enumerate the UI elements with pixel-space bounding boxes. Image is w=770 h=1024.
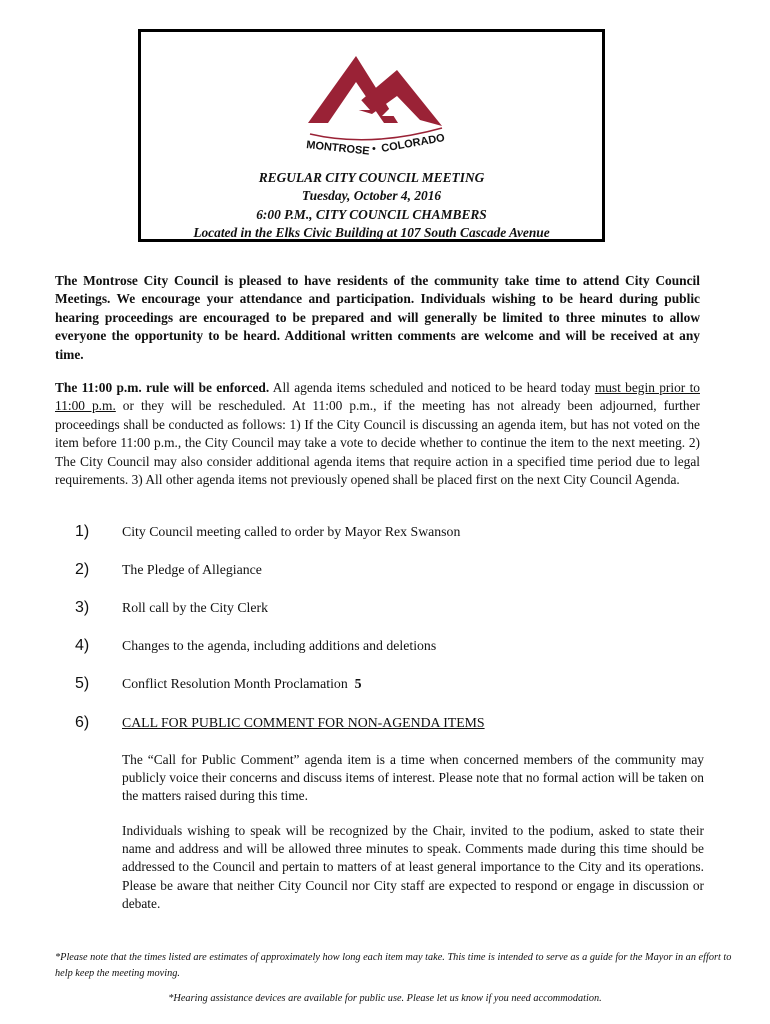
agenda-item	[0, 561, 770, 583]
rule-underlined-text: must begin prior to 11:00 p.m.	[55, 380, 700, 414]
meeting-time-location: 6:00 P.M., CITY COUNCIL CHAMBERS	[256, 206, 487, 222]
agenda-item-number: 4)	[75, 637, 90, 654]
page-reference: 5	[354, 676, 362, 691]
agenda-item-number: 5)	[75, 675, 90, 692]
public-comment-paragraph: The “Call for Public Comment” agenda item is a time when concerned members of the community may publicly voice their concerns and discuss items of interest. Please note that no formal action will be taken on the matters raised during this time.	[122, 752, 704, 804]
agenda-item-number: 6)	[75, 714, 90, 731]
agenda-item-number: 1)	[75, 523, 90, 540]
public-comment-paragraph: Individuals wishing to speak will be recognized by the Chair, invited to the podium, asked to state their name and address and will be allowed three minutes to speak. Comments made during this time should be addressed to the Council and pertain to matters of at least general importance to the City and its operations. Please be aware that neither City Council nor City staff are expected to respond or engage in discussion or debate.	[122, 823, 704, 911]
mountain-icon	[308, 56, 442, 140]
logo-text-montrose: MONTROSE	[305, 139, 371, 158]
intro-paragraph: The Montrose City Council is pleased to have residents of the community take time to attend City Council Meetings. We encourage your attendance and participation. Individuals wishing to be heard during public hearing proceedings are encouraged to be prepared and will generally be limited to three minutes to allow everyone the opportunity to be heard. Additional written comments are welcome and will be received at any time.	[55, 273, 700, 362]
meeting-date: Tuesday, October 4, 2016	[301, 188, 442, 204]
agenda-item	[0, 675, 770, 697]
agenda-item-text: CALL FOR PUBLIC COMMENT FOR NON-AGENDA ITEMS	[122, 715, 485, 730]
agenda-item	[0, 637, 770, 659]
agenda-item-label: Conflict Resolution Month Proclamation	[122, 676, 348, 691]
rule-text-1: All agenda items scheduled and noticed to be heard today	[269, 380, 595, 395]
agenda-item-number: 2)	[75, 561, 90, 578]
meeting-venue: Located in the Elks Civic Building at 107 South Cascade Avenue	[193, 224, 550, 240]
agenda-item	[0, 599, 770, 621]
agenda-item	[0, 714, 770, 736]
agenda-item-text	[122, 676, 362, 692]
meeting-title: REGULAR CITY COUNCIL MEETING	[258, 170, 485, 185]
agenda-item-text: Roll call by the City Clerk	[122, 600, 268, 615]
rule-text-2: or they will be rescheduled. At 11:00 p.m., if the meeting has not already been adjourned, further proceedings shall be conducted as follows: 1) If the City Council is discussing an agenda item, but has not voted on the item before 11:00 p.m., the City Council may take a vote to decide whether to continue the item to the next meeting. 2) The City Council may also consider additional agenda items that require action in a specified time period due to legal requirements. 3) All other agenda items not previously opened shall be placed first on the next City Council Agenda.	[55, 398, 700, 488]
agenda-item-text: Changes to the agenda, including additions and deletions	[122, 638, 437, 653]
hearing-assistance-footnote: *Hearing assistance devices are available for public use. Please let us know if you need accommodation.	[168, 993, 602, 1004]
rule-bold-lead: The 11:00 p.m. rule will be enforced.	[55, 380, 270, 395]
logo-text-colorado: COLORADO	[380, 131, 446, 155]
logo-separator: •	[372, 143, 376, 155]
header-box	[138, 29, 605, 242]
meeting-info	[141, 169, 602, 242]
times-footnote: *Please note that the times listed are estimates of approximately how long each item may take. This time is intended to serve as a guide for the Mayor in an effort to help keep the meeting moving.	[55, 952, 732, 979]
agenda-item-text: City Council meeting called to order by Mayor Rex Swanson	[122, 524, 461, 539]
agenda-item-text: The Pledge of Allegiance	[122, 562, 262, 577]
eleven-pm-rule-paragraph	[55, 379, 700, 489]
city-logo	[300, 48, 450, 160]
agenda-item-number: 3)	[75, 599, 90, 616]
agenda-item	[0, 523, 770, 545]
